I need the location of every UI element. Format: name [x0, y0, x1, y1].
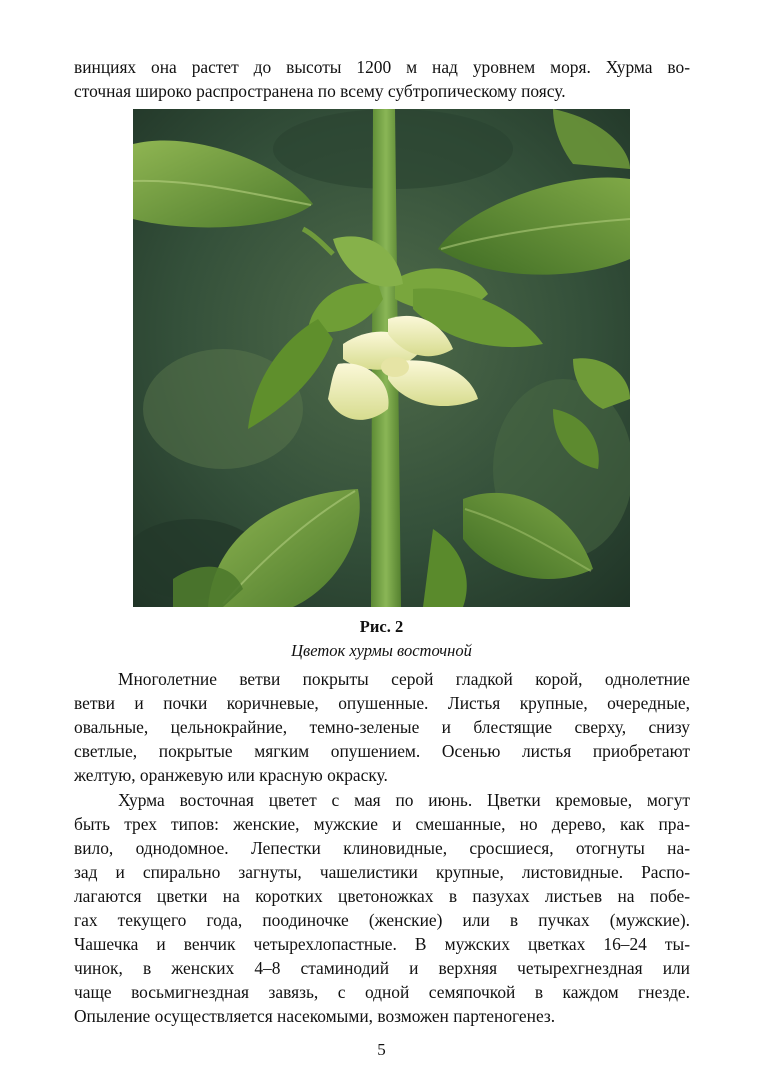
paragraph-flowering: [74, 788, 690, 1028]
text-line: ветви и почки коричневые, опушенные. Листья крупные, очередные,: [74, 693, 690, 713]
text-line: желтую, оранжевую или красную окраску.: [74, 765, 388, 785]
text-line: чинок, в женских 4–8 стаминодий и верхняя четырехгнездная или: [74, 958, 690, 978]
figure-caption: Цветок хурмы восточной: [291, 641, 472, 660]
text-line: Опыление осуществляется насекомыми, возможен партеногенез.: [74, 1006, 556, 1026]
text-line: винциях она растет до высоты 1200 м над уровнем моря. Хурма во-: [74, 57, 690, 77]
text-line: овальные, цельнокрайние, темно-зеленые и блестящие сверху, снизу: [74, 717, 690, 737]
text-line: вило, однодомное. Лепестки клиновидные, сросшиеся, отогнуты на-: [74, 838, 690, 858]
text-line: чаще восьмигнездная завязь, с одной семяпочкой в каждом гнезде.: [74, 982, 690, 1002]
page-number: 5: [377, 1040, 386, 1059]
text-line: быть трех типов: женские, мужские и смешанные, но дерево, как пра-: [74, 814, 690, 834]
text-line: светлые, покрытые мягким опушением. Осенью листья приобретают: [74, 741, 690, 761]
text-line: лагаются цветки на коротких цветоножках в пазухах листьев на побе-: [74, 886, 690, 906]
text-line: Хурма восточная цветет с мая по июнь. Цветки кремовые, могут: [118, 790, 690, 810]
text-line: сточная широко распространена по всему субтропическому поясу.: [74, 81, 566, 101]
figure-label: Рис. 2: [359, 617, 404, 636]
text-line: гах текущего года, поодиночке (женские) или в пучках (мужские).: [74, 910, 690, 930]
paragraph-branches-leaves: [74, 667, 690, 787]
text-line: Многолетние ветви покрыты серой гладкой корой, однолетние: [118, 669, 690, 689]
persimmon-flower-photo-icon: [133, 109, 630, 607]
text-line: Чашечка и венчик четырехлопастные. В мужских цветках 16–24 ты-: [74, 934, 690, 954]
top-paragraph: [74, 55, 690, 103]
text-line: зад и спирально загнуты, чашелистики крупные, листовидные. Распо-: [74, 862, 690, 882]
